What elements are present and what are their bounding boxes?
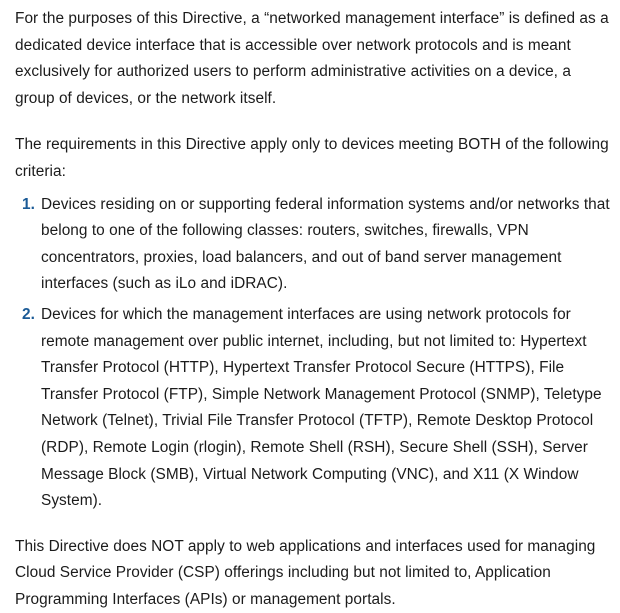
criteria-item-text: Devices for which the management interfaces are using network protocols for remote management over public internet, including, but not limited to: Hypertext Transfer Protocol (HTTP), Hypertext Transfer Protocol Secure (HTTPS), File Transfer Protocol (FTP), Simple Network Management Protocol (SNMP), Teletype Network (Telnet), Trivial File Transfer Protocol (TFTP), Remote Desktop Protocol (RDP), Remote Login (rlogin), Remote Shell (RSH), Secure Shell (SSH), Server Message Block (SMB), Virtual Network Computing (VNC), and X11 (X Window System). bbox=[41, 305, 602, 510]
requirements-paragraph: The requirements in this Directive apply only to devices meeting BOTH of the following criteria: bbox=[15, 136, 609, 180]
exclusion-paragraph: This Directive does NOT apply to web applications and interfaces used for managing Cloud Service Provider (CSP) offerings including but not limited to, Application Programming Interfaces (APIs) or management portals. bbox=[15, 537, 596, 608]
criteria-item-1 bbox=[15, 192, 610, 298]
definition-paragraph: For the purposes of this Directive, a “networked management interface” is defined as a dedicated device interface that is accessible over network protocols and is meant exclusively for authorized users to perform administrative activities on a device, a group of devices, or the network itself. bbox=[15, 10, 609, 107]
list-marker: 1. bbox=[22, 195, 35, 213]
criteria-item-2 bbox=[15, 302, 610, 515]
list-marker: 2. bbox=[22, 305, 35, 323]
criteria-list bbox=[15, 192, 610, 515]
criteria-item-text: Devices residing on or supporting federal information systems and/or networks that belong to one of the following classes: routers, switches, firewalls, VPN concentrators, proxies, load balancers, and out of band server management interfaces (such as iLo and iDRAC). bbox=[41, 195, 610, 293]
